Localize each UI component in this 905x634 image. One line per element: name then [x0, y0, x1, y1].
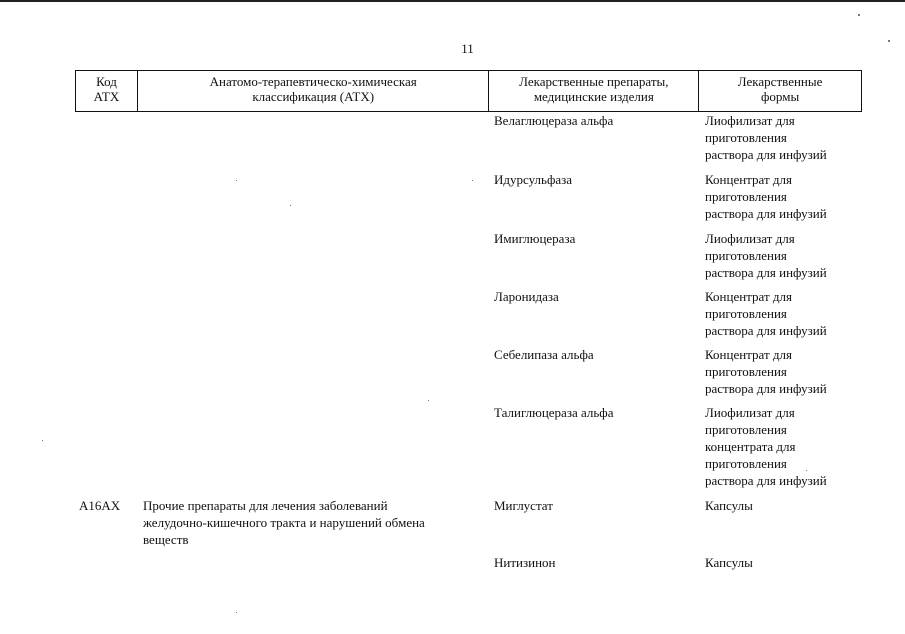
atc-code: A16AX [79, 498, 121, 513]
drug-name: Велаглюцераза альфа [494, 113, 614, 128]
drug-name: Идурсульфаза [494, 172, 573, 187]
drug-form: Концентрат для приготовления раствора для инфузий [705, 347, 827, 396]
drug-form: Лиофилизат для приготовления раствора для инфузий [705, 231, 827, 280]
scan-border-line [0, 0, 905, 2]
scan-speck [290, 205, 291, 206]
scan-speck [236, 612, 237, 613]
drug-name: Талиглюцераза альфа [494, 405, 614, 420]
header-drugs: Лекарственные препараты, медицинские изделия [489, 71, 699, 111]
page-number: 11 [461, 41, 474, 56]
drug-name: Имиглюцераза [494, 231, 576, 246]
header-code: Код АТХ [76, 71, 138, 111]
scan-speck [888, 40, 890, 42]
scan-speck [42, 440, 43, 441]
atc-classification: Прочие препараты для лечения заболеваний желудочно-кишечного тракта и нарушений обмена веществ [143, 498, 425, 547]
scan-speck [428, 400, 429, 401]
table-header [75, 70, 862, 112]
drug-form: Капсулы [705, 555, 753, 570]
scan-speck [472, 180, 473, 181]
drug-name: Ларонидаза [494, 289, 559, 304]
drug-form: Концентрат для приготовления раствора для инфузий [705, 172, 827, 221]
scan-speck [858, 14, 860, 16]
header-forms: Лекарственные формы [737, 74, 823, 104]
drug-name: Миглустат [494, 498, 553, 513]
header-classification: Анатомо-терапевтическо-химическая классификация (АТХ) [138, 71, 490, 111]
drug-name: Себелипаза альфа [494, 347, 594, 362]
drug-form: Капсулы [705, 498, 753, 513]
drug-name: Нитизинон [494, 555, 556, 570]
scan-speck [236, 180, 237, 181]
scan-speck [806, 470, 807, 471]
drug-form: Лиофилизат для приготовления раствора для инфузий [705, 113, 827, 162]
drug-form: Концентрат для приготовления раствора для инфузий [705, 289, 827, 338]
drug-form: Лиофилизат для приготовления концентрата для приготовления раствора для инфузий [705, 405, 827, 488]
